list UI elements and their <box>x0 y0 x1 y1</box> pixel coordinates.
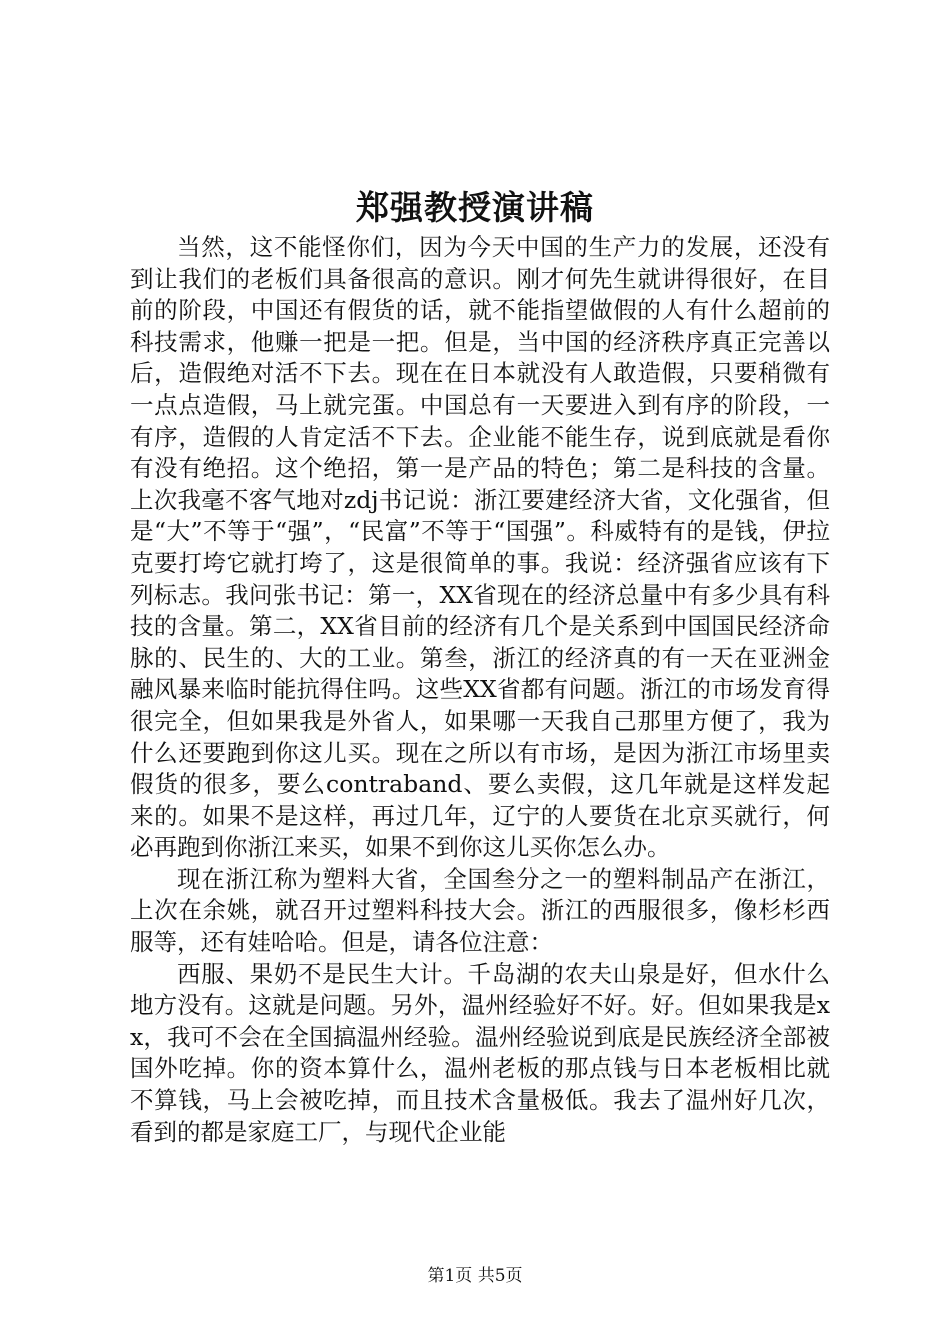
paragraph-2: 现在浙江称为塑料大省，全国叁分之一的塑料制品产在浙江，上次在余姚，就召开过塑料科技大会。浙江的西服很多，像杉杉西服等，还有娃哈哈。但是，请各位注意： <box>130 864 830 957</box>
paragraph-3: 西服、果奶不是民生大计。千岛湖的农夫山泉是好，但水什么地方没有。这就是问题。另外，温州经验好不好。好。但如果我是xx，我可不会在全国搞温州经验。温州经验说到底是民族经济全部被国外吃掉。你的资本算什么，温州老板的那点钱与日本老板相比就不算钱，马上会被吃掉，而且技术含量极低。我去了温州好几次，看到的都是家庭工厂，与现代企业能 <box>130 959 830 1146</box>
document-body <box>130 232 830 1148</box>
paragraph-1: 当然，这不能怪你们，因为今天中国的生产力的发展，还没有到让我们的老板们具备很高的意识。刚才何先生就讲得很好，在目前的阶段，中国还有假货的话，就不能指望做假的人有什么超前的科技需求，他赚一把是一把。但是，当中国的经济秩序真正完善以后，造假绝对活不下去。现在在日本就没有人敢造假，只要稍微有一点点造假，马上就完蛋。中国总有一天要进入到有序的阶段，一有序，造假的人肯定活不下去。企业能不能生存，说到底就是看你有没有绝招。这个绝招，第一是产品的特色；第二是科技的含量。上次我毫不客气地对zdj书记说：浙江要建经济大省，文化强省，但是“大”不等于“强”，“民富”不等于“国强”。科威特有的是钱，伊拉克要打垮它就打垮了，这是很简单的事。我说：经济强省应该有下列标志。我问张书记：第一，XX省现在的经济总量中有多少具有科技的含量。第二，XX省目前的经济有几个是关系到中国国民经济命脉的、民生的、大的工业。第叁，浙江的经济真的有一天在亚洲金融风暴来临时能抗得住吗。这些XX省都有问题。浙江的市场发育得很完全，但如果我是外省人，如果哪一天我自己那里方便了，我为什么还要跑到你这儿买。现在之所以有市场，是因为浙江市场里卖假货的很多，要么contraband、要么卖假，这几年就是这样发起来的。如果不是这样，再过几年，辽宁的人要货在北京买就行，何必再跑到你浙江来买，如果不到你这儿买你怎么办。 <box>130 233 830 862</box>
page-number-footer: 第1页 共5页 <box>427 1266 523 1286</box>
document-title: 郑强教授演讲稿 <box>356 188 594 227</box>
